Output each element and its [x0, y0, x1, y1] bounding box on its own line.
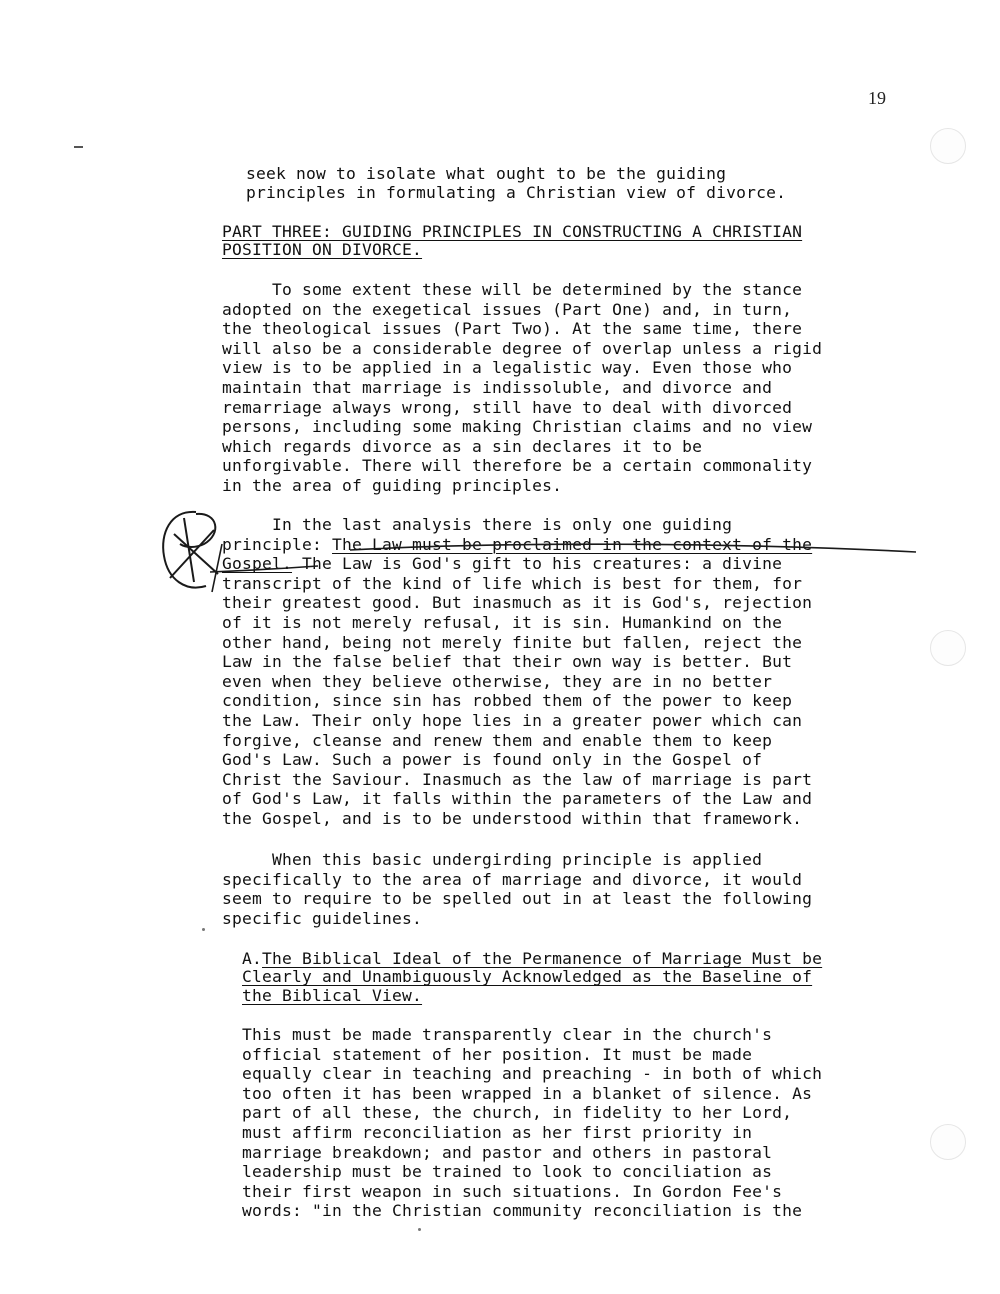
subheading-line: Clearly and Unambiguously Acknowledged as the Baseline of [242, 967, 813, 987]
handwritten-margin-mark [156, 504, 236, 596]
margin-mark [74, 146, 83, 148]
paragraph-line: In the last analysis there is only one guiding [222, 515, 733, 534]
paragraph-line: transcript of the kind of life which is best for them, for [222, 573, 803, 593]
paragraph-line: will also be a considerable degree of overlap unless a rigid [222, 338, 823, 358]
paragraph-line: equally clear in teaching and preaching - in both of which [242, 1064, 823, 1084]
paragraph-line: which regards divorce as a sin declares it to be [222, 436, 703, 456]
paragraph-line: To some extent these will be determined by the stance [222, 280, 803, 299]
paragraph-line: part of all these, the church, in fidelity to her Lord, [242, 1103, 793, 1123]
paragraph-line: remarriage always wrong, still have to deal with divorced [222, 397, 793, 417]
subheading-line: the Biblical View. [242, 985, 423, 1005]
paragraph-line: persons, including some making Christian claims and no view [222, 417, 813, 437]
paragraph-line: When this basic undergirding principle is applied [222, 850, 763, 869]
subheading-line [242, 949, 822, 969]
paragraph-line: seem to require to be spelled out in at least the following [222, 889, 813, 909]
punch-hole-middle [930, 630, 966, 666]
underlined-principle-end: Gospel. [222, 554, 293, 574]
heading-line: POSITION ON DIVORCE. [222, 240, 423, 259]
paragraph-line: their first weapon in such situations. In Gordon Fee's [242, 1181, 783, 1201]
subheading-label: A. [242, 949, 263, 968]
paragraph-line: marriage breakdown; and pastor and others in pastoral [242, 1142, 773, 1162]
paragraph-line: too often it has been wrapped in a blanket of silence. As [242, 1083, 813, 1103]
underlined-principle: The Law must be proclaimed in the context of the [332, 534, 813, 554]
heading-line: PART THREE: GUIDING PRINCIPLES IN CONSTRUCTING A CHRISTIAN [222, 222, 803, 241]
paragraph-line: must affirm reconciliation as her first priority in [242, 1123, 753, 1142]
paragraph-line: adopted on the exegetical issues (Part One) and, in turn, [222, 299, 793, 319]
paragraph-line: This must be made transparently clear in the church's [242, 1025, 773, 1044]
paragraph-line: of God's Law, it falls within the parameters of the Law and [222, 789, 813, 809]
paragraph-line: words: "in the Christian community reconciliation is the [242, 1201, 803, 1221]
paragraph-line: the theological issues (Part Two). At the same time, there [222, 319, 803, 339]
paragraph-line: Christ the Saviour. Inasmuch as the law of marriage is part [222, 769, 813, 789]
paragraph-line: the Gospel, and is to be understood within that framework. [222, 809, 803, 828]
page-number: 19 [868, 88, 886, 108]
scan-speck [418, 1228, 421, 1231]
punch-hole-top [930, 128, 966, 164]
subheading-text: The Biblical Ideal of the Permanence of Marriage Must be [262, 949, 823, 968]
paragraph-line: forgive, cleanse and renew them and enable them to keep [222, 730, 773, 750]
paragraph-line: God's Law. Such a power is found only in the Gospel of [222, 750, 763, 770]
paragraph-line: Law in the false belief that their own way is better. But [222, 652, 793, 672]
paragraph-line: official statement of her position. It must be made [242, 1044, 753, 1064]
intro-line: principles in formulating a Christian view of divorce. [246, 183, 787, 202]
paragraph-line: view is to be applied in a legalistic way. Even those who [222, 358, 793, 378]
paragraph-line: the Law. Their only hope lies in a greater power which can [222, 711, 803, 730]
paragraph-line: even when they believe otherwise, they are in no better [222, 671, 773, 691]
paragraph-line: maintain that marriage is indissoluble, and divorce and [222, 378, 773, 397]
paragraph-line: other hand, being not merely finite but fallen, reject the [222, 632, 803, 652]
line-rest: The Law is God's gift to his creatures: a divine [292, 554, 783, 574]
paragraph-line: in the area of guiding principles. [222, 476, 563, 495]
paragraph-line: leadership must be trained to look to conciliation as [242, 1162, 773, 1182]
handwritten-strikethrough [200, 528, 920, 588]
punch-hole-bottom [930, 1124, 966, 1160]
paragraph-line: condition, since sin has robbed them of the power to keep [222, 691, 793, 711]
paragraph-line: of it is not merely refusal, it is sin. Humankind on the [222, 613, 783, 632]
paragraph-line: specific guidelines. [222, 908, 423, 928]
paragraph-line: their greatest good. But inasmuch as it is God's, rejection [222, 593, 813, 613]
paragraph-line: specifically to the area of marriage and divorce, it would [222, 869, 803, 889]
intro-line: seek now to isolate what ought to be the guiding [246, 164, 727, 183]
scan-speck [202, 928, 205, 931]
paragraph-line: unforgivable. There will therefore be a certain commonality [222, 456, 813, 476]
line-prefix: principle: [222, 534, 333, 554]
